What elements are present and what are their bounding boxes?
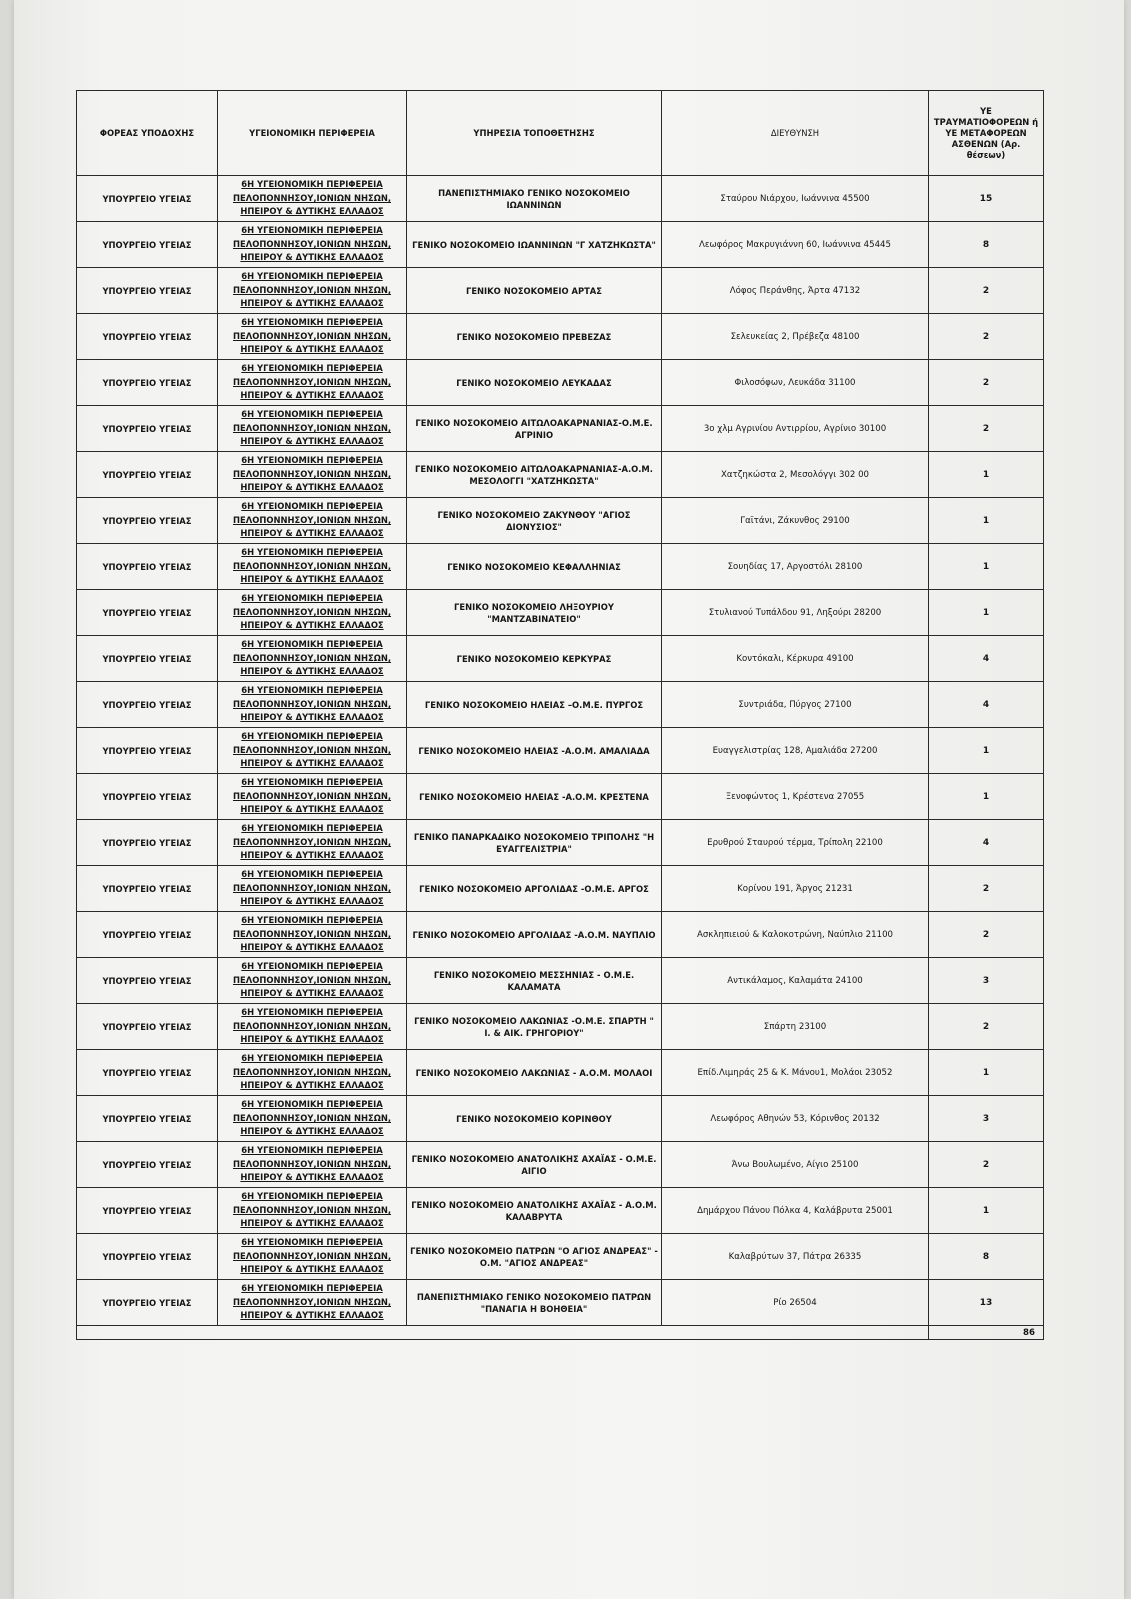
table-row xyxy=(77,774,1044,820)
table-row xyxy=(77,912,1044,958)
cell-address: Καλαβρύτων 37, Πάτρα 26335 xyxy=(662,1234,929,1280)
cell-count: 1 xyxy=(929,452,1044,498)
region-text: 6Η ΥΓΕΙΟΝΟΜΙΚΗ ΠΕΡΙΦΕΡΕΙΑ ΠΕΛΟΠΟΝΝΗΣΟΥ,ΙΟΝΙΩΝ ΝΗΣΩΝ, ΗΠΕΙΡΟΥ & ΔΥΤΙΚΗΣ ΕΛΛΑΔΟΣ xyxy=(232,317,392,355)
cell-service: ΓΕΝΙΚΟ ΝΟΣΟΚΟΜΕΙΟ ΑΙΤΩΛΟΑΚΑΡΝΑΝΙΑΣ-Α.Ο.Μ. ΜΕΣΟΛΟΓΓΙ "ΧΑΤΖΗΚΩΣΤΑ" xyxy=(407,452,662,498)
region-text: 6Η ΥΓΕΙΟΝΟΜΙΚΗ ΠΕΡΙΦΕΡΕΙΑ ΠΕΛΟΠΟΝΝΗΣΟΥ,ΙΟΝΙΩΝ ΝΗΣΩΝ, ΗΠΕΙΡΟΥ & ΔΥΤΙΚΗΣ ΕΛΛΑΔΟΣ xyxy=(232,961,392,999)
cell-address: Ευαγγελιστρίας 128, Αμαλιάδα 27200 xyxy=(662,728,929,774)
cell-region xyxy=(218,1280,407,1326)
cell-service: ΓΕΝΙΚΟ ΠΑΝΑΡΚΑΔΙΚΟ ΝΟΣΟΚΟΜΕΙΟ ΤΡΙΠΟΛΗΣ "Η ΕΥΑΓΓΕΛΙΣΤΡΙΑ" xyxy=(407,820,662,866)
cell-service: ΓΕΝΙΚΟ ΝΟΣΟΚΟΜΕΙΟ ΛΑΚΩΝΙΑΣ - Α.Ο.Μ. ΜΟΛΑΟΙ xyxy=(407,1050,662,1096)
cell-address: Σουηδίας 17, Αργοστόλι 28100 xyxy=(662,544,929,590)
cell-address: Αντικάλαμος, Καλαμάτα 24100 xyxy=(662,958,929,1004)
cell-entity: ΥΠΟΥΡΓΕΙΟ ΥΓΕΙΑΣ xyxy=(77,866,218,912)
cell-region xyxy=(218,406,407,452)
cell-count: 1 xyxy=(929,1050,1044,1096)
cell-service: ΓΕΝΙΚΟ ΝΟΣΟΚΟΜΕΙΟ ΑΡΓΟΛΙΔΑΣ -Α.Ο.Μ. ΝΑΥΠΛΙΟ xyxy=(407,912,662,958)
cell-service: ΓΕΝΙΚΟ ΝΟΣΟΚΟΜΕΙΟ ΑΝΑΤΟΛΙΚΗΣ ΑΧΑΪΑΣ - Α.Ο.Μ. ΚΑΛΑΒΡΥΤΑ xyxy=(407,1188,662,1234)
cell-entity: ΥΠΟΥΡΓΕΙΟ ΥΓΕΙΑΣ xyxy=(77,912,218,958)
cell-address: Χατζηκώστα 2, Μεσολόγγι 302 00 xyxy=(662,452,929,498)
region-text: 6Η ΥΓΕΙΟΝΟΜΙΚΗ ΠΕΡΙΦΕΡΕΙΑ ΠΕΛΟΠΟΝΝΗΣΟΥ,ΙΟΝΙΩΝ ΝΗΣΩΝ, ΗΠΕΙΡΟΥ & ΔΥΤΙΚΗΣ ΕΛΛΑΔΟΣ xyxy=(232,1283,392,1321)
table-row xyxy=(77,1188,1044,1234)
table-row xyxy=(77,360,1044,406)
cell-address: Κορίνου 191, Άργος 21231 xyxy=(662,866,929,912)
cell-service: ΓΕΝΙΚΟ ΝΟΣΟΚΟΜΕΙΟ ΙΩΑΝΝΙΝΩΝ "Γ ΧΑΤΖΗΚΩΣΤΑ" xyxy=(407,222,662,268)
region-text: 6Η ΥΓΕΙΟΝΟΜΙΚΗ ΠΕΡΙΦΕΡΕΙΑ ΠΕΛΟΠΟΝΝΗΣΟΥ,ΙΟΝΙΩΝ ΝΗΣΩΝ, ΗΠΕΙΡΟΥ & ΔΥΤΙΚΗΣ ΕΛΛΑΔΟΣ xyxy=(232,685,392,723)
cell-entity: ΥΠΟΥΡΓΕΙΟ ΥΓΕΙΑΣ xyxy=(77,314,218,360)
region-text: 6Η ΥΓΕΙΟΝΟΜΙΚΗ ΠΕΡΙΦΕΡΕΙΑ ΠΕΛΟΠΟΝΝΗΣΟΥ,ΙΟΝΙΩΝ ΝΗΣΩΝ, ΗΠΕΙΡΟΥ & ΔΥΤΙΚΗΣ ΕΛΛΑΔΟΣ xyxy=(232,1007,392,1045)
cell-service: ΓΕΝΙΚΟ ΝΟΣΟΚΟΜΕΙΟ ΛΑΚΩΝΙΑΣ -Ο.Μ.Ε. ΣΠΑΡΤΗ " Ι. & ΑΙΚ. ΓΡΗΓΟΡΙΟΥ" xyxy=(407,1004,662,1050)
cell-count: 15 xyxy=(929,176,1044,222)
cell-address: Φιλοσόφων, Λευκάδα 31100 xyxy=(662,360,929,406)
cell-entity: ΥΠΟΥΡΓΕΙΟ ΥΓΕΙΑΣ xyxy=(77,406,218,452)
table-row xyxy=(77,866,1044,912)
cell-entity: ΥΠΟΥΡΓΕΙΟ ΥΓΕΙΑΣ xyxy=(77,498,218,544)
cell-address: Σπάρτη 23100 xyxy=(662,1004,929,1050)
region-text: 6Η ΥΓΕΙΟΝΟΜΙΚΗ ΠΕΡΙΦΕΡΕΙΑ ΠΕΛΟΠΟΝΝΗΣΟΥ,ΙΟΝΙΩΝ ΝΗΣΩΝ, ΗΠΕΙΡΟΥ & ΔΥΤΙΚΗΣ ΕΛΛΑΔΟΣ xyxy=(232,547,392,585)
cell-count: 2 xyxy=(929,1004,1044,1050)
region-text: 6Η ΥΓΕΙΟΝΟΜΙΚΗ ΠΕΡΙΦΕΡΕΙΑ ΠΕΛΟΠΟΝΝΗΣΟΥ,ΙΟΝΙΩΝ ΝΗΣΩΝ, ΗΠΕΙΡΟΥ & ΔΥΤΙΚΗΣ ΕΛΛΑΔΟΣ xyxy=(232,1191,392,1229)
total-blank-cell xyxy=(77,1326,218,1340)
cell-address: Σελευκείας 2, Πρέβεζα 48100 xyxy=(662,314,929,360)
table-row xyxy=(77,1004,1044,1050)
region-text: 6Η ΥΓΕΙΟΝΟΜΙΚΗ ΠΕΡΙΦΕΡΕΙΑ ΠΕΛΟΠΟΝΝΗΣΟΥ,ΙΟΝΙΩΝ ΝΗΣΩΝ, ΗΠΕΙΡΟΥ & ΔΥΤΙΚΗΣ ΕΛΛΑΔΟΣ xyxy=(232,1053,392,1091)
table-row xyxy=(77,452,1044,498)
cell-service: ΓΕΝΙΚΟ ΝΟΣΟΚΟΜΕΙΟ ΑΡΤΑΣ xyxy=(407,268,662,314)
table-row xyxy=(77,176,1044,222)
cell-count: 2 xyxy=(929,314,1044,360)
cell-region xyxy=(218,360,407,406)
header-service: ΥΠΗΡΕΣΙΑ ΤΟΠΟΘΕΤΗΣΗΣ xyxy=(407,91,662,176)
cell-entity: ΥΠΟΥΡΓΕΙΟ ΥΓΕΙΑΣ xyxy=(77,1096,218,1142)
cell-address: Συντριάδα, Πύργος 27100 xyxy=(662,682,929,728)
cell-region xyxy=(218,728,407,774)
cell-address: 3ο χλμ Αγρινίου Αντιρρίου, Αγρίνιο 30100 xyxy=(662,406,929,452)
table-row xyxy=(77,1096,1044,1142)
cell-region xyxy=(218,1142,407,1188)
cell-count: 2 xyxy=(929,360,1044,406)
cell-address: Στυλιανού Τυπάλδου 91, Ληξούρι 28200 xyxy=(662,590,929,636)
cell-count: 1 xyxy=(929,728,1044,774)
region-text: 6Η ΥΓΕΙΟΝΟΜΙΚΗ ΠΕΡΙΦΕΡΕΙΑ ΠΕΛΟΠΟΝΝΗΣΟΥ,ΙΟΝΙΩΝ ΝΗΣΩΝ, ΗΠΕΙΡΟΥ & ΔΥΤΙΚΗΣ ΕΛΛΑΔΟΣ xyxy=(232,409,392,447)
cell-service: ΓΕΝΙΚΟ ΝΟΣΟΚΟΜΕΙΟ ΗΛΕΙΑΣ -Α.Ο.Μ. ΚΡΕΣΤΕΝΑ xyxy=(407,774,662,820)
region-text: 6Η ΥΓΕΙΟΝΟΜΙΚΗ ΠΕΡΙΦΕΡΕΙΑ ΠΕΛΟΠΟΝΝΗΣΟΥ,ΙΟΝΙΩΝ ΝΗΣΩΝ, ΗΠΕΙΡΟΥ & ΔΥΤΙΚΗΣ ΕΛΛΑΔΟΣ xyxy=(232,455,392,493)
table-row xyxy=(77,544,1044,590)
cell-count: 2 xyxy=(929,406,1044,452)
cell-region xyxy=(218,958,407,1004)
cell-entity: ΥΠΟΥΡΓΕΙΟ ΥΓΕΙΑΣ xyxy=(77,176,218,222)
cell-count: 1 xyxy=(929,590,1044,636)
cell-region xyxy=(218,774,407,820)
cell-service: ΓΕΝΙΚΟ ΝΟΣΟΚΟΜΕΙΟ ΑΡΓΟΛΙΔΑΣ -Ο.Μ.Ε. ΑΡΓΟΣ xyxy=(407,866,662,912)
cell-service: ΓΕΝΙΚΟ ΝΟΣΟΚΟΜΕΙΟ ΜΕΣΣΗΝΙΑΣ - Ο.Μ.Ε. ΚΑΛΑΜΑΤΑ xyxy=(407,958,662,1004)
cell-address: Επίδ.Λιμηράς 25 & Κ. Μάνου1, Μολάοι 23052 xyxy=(662,1050,929,1096)
cell-count: 1 xyxy=(929,544,1044,590)
total-row xyxy=(77,1326,1044,1340)
cell-region xyxy=(218,590,407,636)
cell-address: Ρίο 26504 xyxy=(662,1280,929,1326)
region-text: 6Η ΥΓΕΙΟΝΟΜΙΚΗ ΠΕΡΙΦΕΡΕΙΑ ΠΕΛΟΠΟΝΝΗΣΟΥ,ΙΟΝΙΩΝ ΝΗΣΩΝ, ΗΠΕΙΡΟΥ & ΔΥΤΙΚΗΣ ΕΛΛΑΔΟΣ xyxy=(232,823,392,861)
cell-region xyxy=(218,176,407,222)
cell-count: 1 xyxy=(929,1188,1044,1234)
cell-region xyxy=(218,222,407,268)
cell-region xyxy=(218,1234,407,1280)
table-row xyxy=(77,314,1044,360)
cell-region xyxy=(218,452,407,498)
document-page xyxy=(14,0,1124,1599)
cell-service: ΓΕΝΙΚΟ ΝΟΣΟΚΟΜΕΙΟ ΖΑΚΥΝΘΟΥ "ΑΓΙΟΣ ΔΙΟΝΥΣΙΟΣ" xyxy=(407,498,662,544)
cell-service: ΓΕΝΙΚΟ ΝΟΣΟΚΟΜΕΙΟ ΑΝΑΤΟΛΙΚΗΣ ΑΧΑΪΑΣ - Ο.Μ.Ε. ΑΙΓΙΟ xyxy=(407,1142,662,1188)
cell-service: ΓΕΝΙΚΟ ΝΟΣΟΚΟΜΕΙΟ ΗΛΕΙΑΣ -Α.Ο.Μ. ΑΜΑΛΙΑΔΑ xyxy=(407,728,662,774)
cell-address: Λεωφόρος Μακρυγιάννη 60, Ιωάννινα 45445 xyxy=(662,222,929,268)
table-row xyxy=(77,1050,1044,1096)
cell-entity: ΥΠΟΥΡΓΕΙΟ ΥΓΕΙΑΣ xyxy=(77,1234,218,1280)
cell-service: ΓΕΝΙΚΟ ΝΟΣΟΚΟΜΕΙΟ ΑΙΤΩΛΟΑΚΑΡΝΑΝΙΑΣ-Ο.Μ.Ε. ΑΓΡΙΝΙΟ xyxy=(407,406,662,452)
cell-service: ΓΕΝΙΚΟ ΝΟΣΟΚΟΜΕΙΟ ΠΡΕΒΕΖΑΣ xyxy=(407,314,662,360)
table-row xyxy=(77,590,1044,636)
cell-entity: ΥΠΟΥΡΓΕΙΟ ΥΓΕΙΑΣ xyxy=(77,728,218,774)
table-body xyxy=(77,176,1044,1326)
cell-address: Κοντόκαλι, Κέρκυρα 49100 xyxy=(662,636,929,682)
cell-entity: ΥΠΟΥΡΓΕΙΟ ΥΓΕΙΑΣ xyxy=(77,1142,218,1188)
cell-region xyxy=(218,1096,407,1142)
cell-entity: ΥΠΟΥΡΓΕΙΟ ΥΓΕΙΑΣ xyxy=(77,544,218,590)
cell-count: 2 xyxy=(929,1142,1044,1188)
cell-service: ΠΑΝΕΠΙΣΤΗΜΙΑΚΟ ΓΕΝΙΚΟ ΝΟΣΟΚΟΜΕΙΟ ΙΩΑΝΝΙΝΩΝ xyxy=(407,176,662,222)
cell-entity: ΥΠΟΥΡΓΕΙΟ ΥΓΕΙΑΣ xyxy=(77,360,218,406)
cell-count: 4 xyxy=(929,636,1044,682)
cell-address: Σταύρου Νιάρχου, Ιωάννινα 45500 xyxy=(662,176,929,222)
cell-service: ΓΕΝΙΚΟ ΝΟΣΟΚΟΜΕΙΟ ΚΟΡΙΝΘΟΥ xyxy=(407,1096,662,1142)
region-text: 6Η ΥΓΕΙΟΝΟΜΙΚΗ ΠΕΡΙΦΕΡΕΙΑ ΠΕΛΟΠΟΝΝΗΣΟΥ,ΙΟΝΙΩΝ ΝΗΣΩΝ, ΗΠΕΙΡΟΥ & ΔΥΤΙΚΗΣ ΕΛΛΑΔΟΣ xyxy=(232,731,392,769)
table-row xyxy=(77,406,1044,452)
header-count: ΥΕ ΤΡΑΥΜΑΤΙΟΦΟΡΕΩΝ ή ΥΕ ΜΕΤΑΦΟΡΕΩΝ ΑΣΘΕΝΩΝ (Αρ. θέσεων) xyxy=(929,91,1044,176)
cell-count: 4 xyxy=(929,820,1044,866)
total-blank-cell xyxy=(662,1326,929,1340)
cell-entity: ΥΠΟΥΡΓΕΙΟ ΥΓΕΙΑΣ xyxy=(77,820,218,866)
cell-service: ΓΕΝΙΚΟ ΝΟΣΟΚΟΜΕΙΟ ΛΗΞΟΥΡΙΟΥ "ΜΑΝΤΖΑΒΙΝΑΤΕΙΟ" xyxy=(407,590,662,636)
cell-entity: ΥΠΟΥΡΓΕΙΟ ΥΓΕΙΑΣ xyxy=(77,268,218,314)
cell-count: 3 xyxy=(929,958,1044,1004)
cell-region xyxy=(218,498,407,544)
header-row xyxy=(77,91,1044,176)
cell-region xyxy=(218,314,407,360)
cell-count: 1 xyxy=(929,498,1044,544)
region-text: 6Η ΥΓΕΙΟΝΟΜΙΚΗ ΠΕΡΙΦΕΡΕΙΑ ΠΕΛΟΠΟΝΝΗΣΟΥ,ΙΟΝΙΩΝ ΝΗΣΩΝ, ΗΠΕΙΡΟΥ & ΔΥΤΙΚΗΣ ΕΛΛΑΔΟΣ xyxy=(232,1099,392,1137)
table-row xyxy=(77,1280,1044,1326)
region-text: 6Η ΥΓΕΙΟΝΟΜΙΚΗ ΠΕΡΙΦΕΡΕΙΑ ΠΕΛΟΠΟΝΝΗΣΟΥ,ΙΟΝΙΩΝ ΝΗΣΩΝ, ΗΠΕΙΡΟΥ & ΔΥΤΙΚΗΣ ΕΛΛΑΔΟΣ xyxy=(232,869,392,907)
cell-entity: ΥΠΟΥΡΓΕΙΟ ΥΓΕΙΑΣ xyxy=(77,590,218,636)
cell-count: 8 xyxy=(929,1234,1044,1280)
positions-table xyxy=(76,90,1044,1340)
cell-entity: ΥΠΟΥΡΓΕΙΟ ΥΓΕΙΑΣ xyxy=(77,774,218,820)
region-text: 6Η ΥΓΕΙΟΝΟΜΙΚΗ ΠΕΡΙΦΕΡΕΙΑ ΠΕΛΟΠΟΝΝΗΣΟΥ,ΙΟΝΙΩΝ ΝΗΣΩΝ, ΗΠΕΙΡΟΥ & ΔΥΤΙΚΗΣ ΕΛΛΑΔΟΣ xyxy=(232,271,392,309)
table-row xyxy=(77,958,1044,1004)
table-row xyxy=(77,1234,1044,1280)
table-row xyxy=(77,268,1044,314)
cell-entity: ΥΠΟΥΡΓΕΙΟ ΥΓΕΙΑΣ xyxy=(77,958,218,1004)
cell-service: ΓΕΝΙΚΟ ΝΟΣΟΚΟΜΕΙΟ ΛΕΥΚΑΔΑΣ xyxy=(407,360,662,406)
table-row xyxy=(77,728,1044,774)
cell-region xyxy=(218,1050,407,1096)
header-entity: ΦΟΡΕΑΣ ΥΠΟΔΟΧΗΣ xyxy=(77,91,218,176)
region-text: 6Η ΥΓΕΙΟΝΟΜΙΚΗ ΠΕΡΙΦΕΡΕΙΑ ΠΕΛΟΠΟΝΝΗΣΟΥ,ΙΟΝΙΩΝ ΝΗΣΩΝ, ΗΠΕΙΡΟΥ & ΔΥΤΙΚΗΣ ΕΛΛΑΔΟΣ xyxy=(232,915,392,953)
table-row xyxy=(77,682,1044,728)
cell-region xyxy=(218,820,407,866)
header-region: ΥΓΕΙΟΝΟΜΙΚΗ ΠΕΡΙΦΕΡΕΙΑ xyxy=(218,91,407,176)
region-text: 6Η ΥΓΕΙΟΝΟΜΙΚΗ ΠΕΡΙΦΕΡΕΙΑ ΠΕΛΟΠΟΝΝΗΣΟΥ,ΙΟΝΙΩΝ ΝΗΣΩΝ, ΗΠΕΙΡΟΥ & ΔΥΤΙΚΗΣ ΕΛΛΑΔΟΣ xyxy=(232,1237,392,1275)
cell-count: 8 xyxy=(929,222,1044,268)
cell-region xyxy=(218,866,407,912)
total-value: 86 xyxy=(929,1326,1044,1340)
cell-entity: ΥΠΟΥΡΓΕΙΟ ΥΓΕΙΑΣ xyxy=(77,1280,218,1326)
header-address: ΔΙΕΥΘΥΝΣΗ xyxy=(662,91,929,176)
cell-entity: ΥΠΟΥΡΓΕΙΟ ΥΓΕΙΑΣ xyxy=(77,1050,218,1096)
total-blank-cell xyxy=(218,1326,407,1340)
cell-service: ΓΕΝΙΚΟ ΝΟΣΟΚΟΜΕΙΟ ΠΑΤΡΩΝ "Ο ΑΓΙΟΣ ΑΝΔΡΕΑΣ" - Ο.Μ. "ΑΓΙΟΣ ΑΝΔΡΕΑΣ" xyxy=(407,1234,662,1280)
table-row xyxy=(77,820,1044,866)
cell-count: 2 xyxy=(929,912,1044,958)
cell-region xyxy=(218,268,407,314)
region-text: 6Η ΥΓΕΙΟΝΟΜΙΚΗ ΠΕΡΙΦΕΡΕΙΑ ΠΕΛΟΠΟΝΝΗΣΟΥ,ΙΟΝΙΩΝ ΝΗΣΩΝ, ΗΠΕΙΡΟΥ & ΔΥΤΙΚΗΣ ΕΛΛΑΔΟΣ xyxy=(232,639,392,677)
cell-region xyxy=(218,912,407,958)
table-row xyxy=(77,1142,1044,1188)
cell-entity: ΥΠΟΥΡΓΕΙΟ ΥΓΕΙΑΣ xyxy=(77,682,218,728)
cell-address: Γαϊτάνι, Ζάκυνθος 29100 xyxy=(662,498,929,544)
cell-count: 3 xyxy=(929,1096,1044,1142)
cell-region xyxy=(218,1188,407,1234)
cell-entity: ΥΠΟΥΡΓΕΙΟ ΥΓΕΙΑΣ xyxy=(77,1004,218,1050)
cell-service: ΓΕΝΙΚΟ ΝΟΣΟΚΟΜΕΙΟ ΚΕΡΚΥΡΑΣ xyxy=(407,636,662,682)
table-row xyxy=(77,222,1044,268)
cell-count: 1 xyxy=(929,774,1044,820)
cell-address: Λόφος Περάνθης, Άρτα 47132 xyxy=(662,268,929,314)
region-text: 6Η ΥΓΕΙΟΝΟΜΙΚΗ ΠΕΡΙΦΕΡΕΙΑ ΠΕΛΟΠΟΝΝΗΣΟΥ,ΙΟΝΙΩΝ ΝΗΣΩΝ, ΗΠΕΙΡΟΥ & ΔΥΤΙΚΗΣ ΕΛΛΑΔΟΣ xyxy=(232,1145,392,1183)
cell-service: ΓΕΝΙΚΟ ΝΟΣΟΚΟΜΕΙΟ ΚΕΦΑΛΛΗΝΙΑΣ xyxy=(407,544,662,590)
total-blank-cell xyxy=(407,1326,662,1340)
cell-count: 2 xyxy=(929,866,1044,912)
table-row xyxy=(77,636,1044,682)
cell-region xyxy=(218,682,407,728)
cell-region xyxy=(218,1004,407,1050)
cell-entity: ΥΠΟΥΡΓΕΙΟ ΥΓΕΙΑΣ xyxy=(77,1188,218,1234)
cell-service: ΠΑΝΕΠΙΣΤΗΜΙΑΚΟ ΓΕΝΙΚΟ ΝΟΣΟΚΟΜΕΙΟ ΠΑΤΡΩΝ "ΠΑΝΑΓΙΑ Η ΒΟΗΘΕΙΑ" xyxy=(407,1280,662,1326)
table-row xyxy=(77,498,1044,544)
cell-count: 4 xyxy=(929,682,1044,728)
region-text: 6Η ΥΓΕΙΟΝΟΜΙΚΗ ΠΕΡΙΦΕΡΕΙΑ ΠΕΛΟΠΟΝΝΗΣΟΥ,ΙΟΝΙΩΝ ΝΗΣΩΝ, ΗΠΕΙΡΟΥ & ΔΥΤΙΚΗΣ ΕΛΛΑΔΟΣ xyxy=(232,501,392,539)
cell-address: Άνω Βουλωμένο, Αίγιο 25100 xyxy=(662,1142,929,1188)
region-text: 6Η ΥΓΕΙΟΝΟΜΙΚΗ ΠΕΡΙΦΕΡΕΙΑ ΠΕΛΟΠΟΝΝΗΣΟΥ,ΙΟΝΙΩΝ ΝΗΣΩΝ, ΗΠΕΙΡΟΥ & ΔΥΤΙΚΗΣ ΕΛΛΑΔΟΣ xyxy=(232,777,392,815)
cell-address: Ασκληπιειού & Καλοκοτρώνη, Ναύπλιο 21100 xyxy=(662,912,929,958)
cell-address: Ξενοφώντος 1, Κρέστενα 27055 xyxy=(662,774,929,820)
cell-count: 13 xyxy=(929,1280,1044,1326)
cell-region xyxy=(218,636,407,682)
region-text: 6Η ΥΓΕΙΟΝΟΜΙΚΗ ΠΕΡΙΦΕΡΕΙΑ ΠΕΛΟΠΟΝΝΗΣΟΥ,ΙΟΝΙΩΝ ΝΗΣΩΝ, ΗΠΕΙΡΟΥ & ΔΥΤΙΚΗΣ ΕΛΛΑΔΟΣ xyxy=(232,225,392,263)
cell-address: Ερυθρού Σταυρού τέρμα, Τρίπολη 22100 xyxy=(662,820,929,866)
cell-service: ΓΕΝΙΚΟ ΝΟΣΟΚΟΜΕΙΟ ΗΛΕΙΑΣ –Ο.Μ.Ε. ΠΥΡΓΟΣ xyxy=(407,682,662,728)
cell-entity: ΥΠΟΥΡΓΕΙΟ ΥΓΕΙΑΣ xyxy=(77,452,218,498)
cell-address: Λεωφόρος Αθηνών 53, Κόρινθος 20132 xyxy=(662,1096,929,1142)
cell-count: 2 xyxy=(929,268,1044,314)
region-text: 6Η ΥΓΕΙΟΝΟΜΙΚΗ ΠΕΡΙΦΕΡΕΙΑ ΠΕΛΟΠΟΝΝΗΣΟΥ,ΙΟΝΙΩΝ ΝΗΣΩΝ, ΗΠΕΙΡΟΥ & ΔΥΤΙΚΗΣ ΕΛΛΑΔΟΣ xyxy=(232,363,392,401)
cell-entity: ΥΠΟΥΡΓΕΙΟ ΥΓΕΙΑΣ xyxy=(77,222,218,268)
region-text: 6Η ΥΓΕΙΟΝΟΜΙΚΗ ΠΕΡΙΦΕΡΕΙΑ ΠΕΛΟΠΟΝΝΗΣΟΥ,ΙΟΝΙΩΝ ΝΗΣΩΝ, ΗΠΕΙΡΟΥ & ΔΥΤΙΚΗΣ ΕΛΛΑΔΟΣ xyxy=(232,179,392,217)
cell-region xyxy=(218,544,407,590)
region-text: 6Η ΥΓΕΙΟΝΟΜΙΚΗ ΠΕΡΙΦΕΡΕΙΑ ΠΕΛΟΠΟΝΝΗΣΟΥ,ΙΟΝΙΩΝ ΝΗΣΩΝ, ΗΠΕΙΡΟΥ & ΔΥΤΙΚΗΣ ΕΛΛΑΔΟΣ xyxy=(232,593,392,631)
cell-entity: ΥΠΟΥΡΓΕΙΟ ΥΓΕΙΑΣ xyxy=(77,636,218,682)
cell-address: Δημάρχου Πάνου Πόλκα 4, Καλάβρυτα 25001 xyxy=(662,1188,929,1234)
